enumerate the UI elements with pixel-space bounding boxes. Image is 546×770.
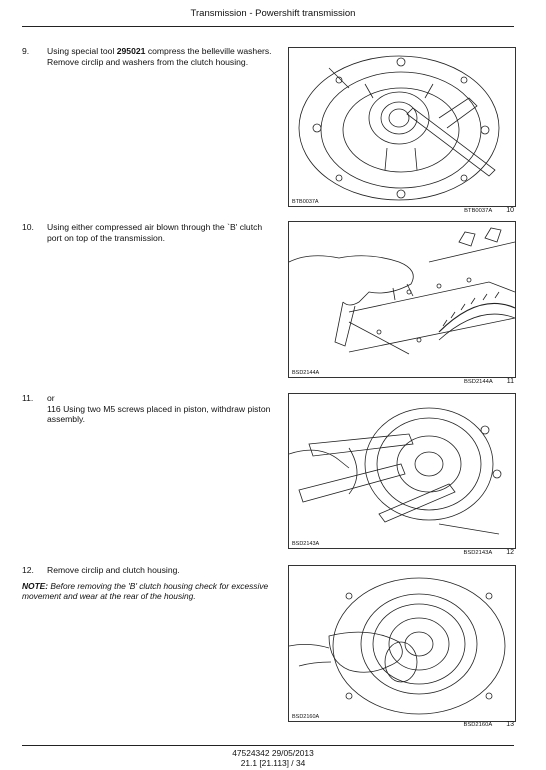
step-text: Using either compressed air blown through the `B' clutch port on top of the transmission. — [47, 222, 263, 243]
header-rule — [22, 26, 514, 27]
step-12 — [22, 565, 272, 576]
figure-code: BSD2160A — [292, 714, 320, 720]
step-number: 11. — [22, 393, 34, 403]
page-footer — [0, 748, 546, 769]
page-header: Transmission - Powershift transmission — [190, 8, 356, 19]
step-10 — [22, 222, 272, 243]
illustration-clutch-compress — [289, 48, 515, 206]
step-number: 10. — [22, 222, 34, 232]
figure-caption — [288, 207, 514, 214]
footer-rule — [22, 745, 514, 746]
document-number: 47524342 29/05/2013 — [232, 748, 314, 758]
step-text-part: Using special tool — [47, 46, 117, 56]
figure-caption — [288, 378, 514, 385]
note — [22, 581, 272, 602]
note-text: Before removing the 'B' clutch housing check for excessive movement and wear at the rear of the housing. — [22, 581, 269, 602]
step-text — [47, 393, 272, 425]
step-text — [47, 46, 272, 67]
illustration-clutch-housing — [289, 566, 515, 721]
step-number: 12. — [22, 565, 34, 575]
caption-code: BSD2143A — [463, 550, 493, 556]
tool-number: 295021 — [116, 46, 146, 56]
illustration-withdraw-piston — [289, 394, 515, 548]
step-number: 9. — [22, 46, 30, 56]
figure-caption — [288, 549, 514, 556]
figure-withdraw-piston — [288, 393, 516, 549]
figure-code: BTB0037A — [292, 199, 319, 205]
step-text-line: 116 Using two M5 screws placed in piston, withdraw piston assembly. — [47, 403, 271, 425]
figure-code: BSD2144A — [292, 370, 320, 376]
step-text-line: or — [47, 393, 55, 403]
figure-clutch-compress — [288, 47, 516, 207]
note-label: NOTE: — [22, 581, 49, 591]
figure-number: 13 — [506, 721, 514, 728]
step-11 — [22, 393, 272, 425]
step-text: Remove circlip and clutch housing. — [47, 565, 180, 575]
page-number: 21.1 [21.113] / 34 — [240, 758, 306, 769]
figure-clutch-housing — [288, 565, 516, 722]
figure-number: 12 — [506, 549, 514, 556]
caption-code: BTB0037A — [464, 208, 493, 214]
caption-code: BSD2144A — [464, 379, 493, 385]
caption-code: BSD2160A — [463, 722, 493, 728]
figure-code: BSD2143A — [292, 541, 320, 547]
illustration-compressed-air — [289, 222, 515, 377]
step-text-part: compress the belleville washers. Remove circlip and washers from the clutch housing. — [47, 46, 272, 67]
figure-number: 11 — [506, 378, 514, 385]
step-9 — [22, 46, 272, 67]
figure-number: 10 — [506, 207, 514, 214]
figure-caption — [288, 721, 514, 728]
figure-compressed-air — [288, 221, 516, 378]
